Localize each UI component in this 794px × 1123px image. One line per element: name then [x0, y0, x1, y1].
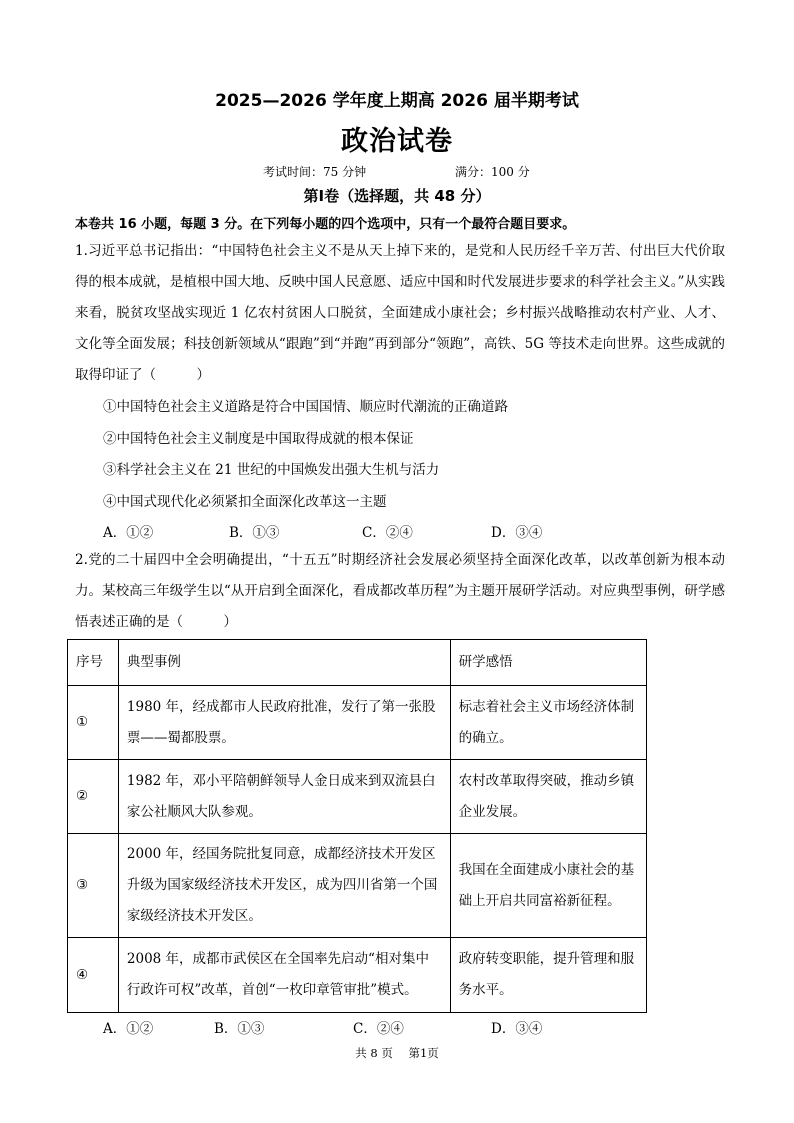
total-pages: 共 8 页 — [355, 1046, 393, 1060]
q1-statement-4: ④中国式现代化必须紧扣全面深化改革这一主题 — [103, 494, 387, 510]
header-index: 序号 — [68, 640, 119, 686]
row-insight: 标志着社会主义市场经济体制的确立。 — [450, 686, 646, 760]
section-heading: 第Ⅰ卷（选择题，共 48 分） — [303, 187, 491, 205]
row-event: 1982 年，邓小平陪朝鲜领导人金日成来到双流县白家公社顺风大队参观。 — [118, 760, 450, 834]
full-score: 满分：100 分 — [455, 165, 530, 179]
exam-time: 考试时间：75 分钟 — [263, 165, 367, 179]
q1-option-c[interactable]: C．②④ — [362, 525, 413, 541]
question-2-stem: 2.党的二十届四中全会明确提出，“十五五”时期经济社会发展必须坚持全面深化改革，以改革创新为根本动力。某校高三年级学生以“从开启到全面深化，看成都改革历程”为主题开展研学活动。对应典型事例，研学感悟表述正确的是（ ） — [75, 552, 725, 630]
header-event: 典型事例 — [118, 640, 450, 686]
question-1-stem: 1.习近平总书记指出：“中国特色社会主义不是从天上掉下来的，是党和人民历经千辛万苦、付出巨大代价取得的根本成就，是植根中国大地、反映中国人民意愿、适应中国和时代发展进步要求的科学社会主义。”从实践来看，脱贫攻坚战实现近 1 亿农村贫困人口脱贫，全面建成小康社会；乡村振兴战略推动农村产业、人才、文化等全面发展；科技创新领域从“跟跑”到“并跑”再到部分“领跑”，高铁、5G 等技术走向世界。这些成就的取得印证了（ ） — [75, 243, 725, 383]
row-insight: 政府转变职能，提升管理和服务水平。 — [450, 938, 646, 1013]
q1-option-d[interactable]: D．③④ — [491, 525, 543, 541]
events-table — [67, 639, 647, 1013]
row-index: ② — [68, 760, 119, 834]
q1-statement-2: ②中国特色社会主义制度是中国取得成就的根本保证 — [103, 431, 414, 447]
row-insight: 农村改革取得突破，推动乡镇企业发展。 — [450, 760, 646, 834]
table-row — [68, 938, 647, 1013]
table-row — [68, 760, 647, 834]
q1-statement-3: ③科学社会主义在 21 世纪的中国焕发出强大生机与活力 — [103, 462, 440, 478]
row-event: 2008 年，成都市武侯区在全国率先启动“相对集中行政许可权”改革，首创“一枚印章管审批”模式。 — [118, 938, 450, 1013]
current-page: 第1页 — [408, 1046, 439, 1060]
table-header-row — [68, 640, 647, 686]
row-insight: 我国在全面建成小康社会的基础上开启共同富裕新征程。 — [450, 834, 646, 938]
table-row — [68, 834, 647, 938]
page-footer — [0, 1045, 794, 1061]
subject-title: 政治试卷 — [341, 126, 453, 157]
exam-title: 2025—2026 学年度上期高 2026 届半期考试 — [215, 91, 579, 111]
row-index: ① — [68, 686, 119, 760]
q2-option-b[interactable]: B．①③ — [214, 1021, 265, 1037]
q2-option-d[interactable]: D．③④ — [491, 1021, 543, 1037]
row-index: ③ — [68, 834, 119, 938]
q1-statement-1: ①中国特色社会主义道路是符合中国国情、顺应时代潮流的正确道路 — [103, 399, 508, 415]
q1-option-a[interactable]: A．①② — [103, 525, 154, 541]
q2-option-a[interactable]: A．①② — [103, 1021, 154, 1037]
q1-option-b[interactable]: B．①③ — [229, 525, 280, 541]
row-event: 2000 年，经国务院批复同意，成都经济技术开发区升级为国家级经济技术开发区，成为四川省第一个国家级经济技术开发区。 — [118, 834, 450, 938]
header-insight: 研学感悟 — [450, 640, 646, 686]
section-instruction: 本卷共 16 小题，每题 3 分。在下列每小题的四个选项中，只有一个最符合题目要求。 — [75, 217, 576, 232]
q2-option-c[interactable]: C．②④ — [353, 1021, 404, 1037]
row-index: ④ — [68, 938, 119, 1013]
row-event: 1980 年，经成都市人民政府批准，发行了第一张股票——蜀都股票。 — [118, 686, 450, 760]
table-row — [68, 686, 647, 760]
